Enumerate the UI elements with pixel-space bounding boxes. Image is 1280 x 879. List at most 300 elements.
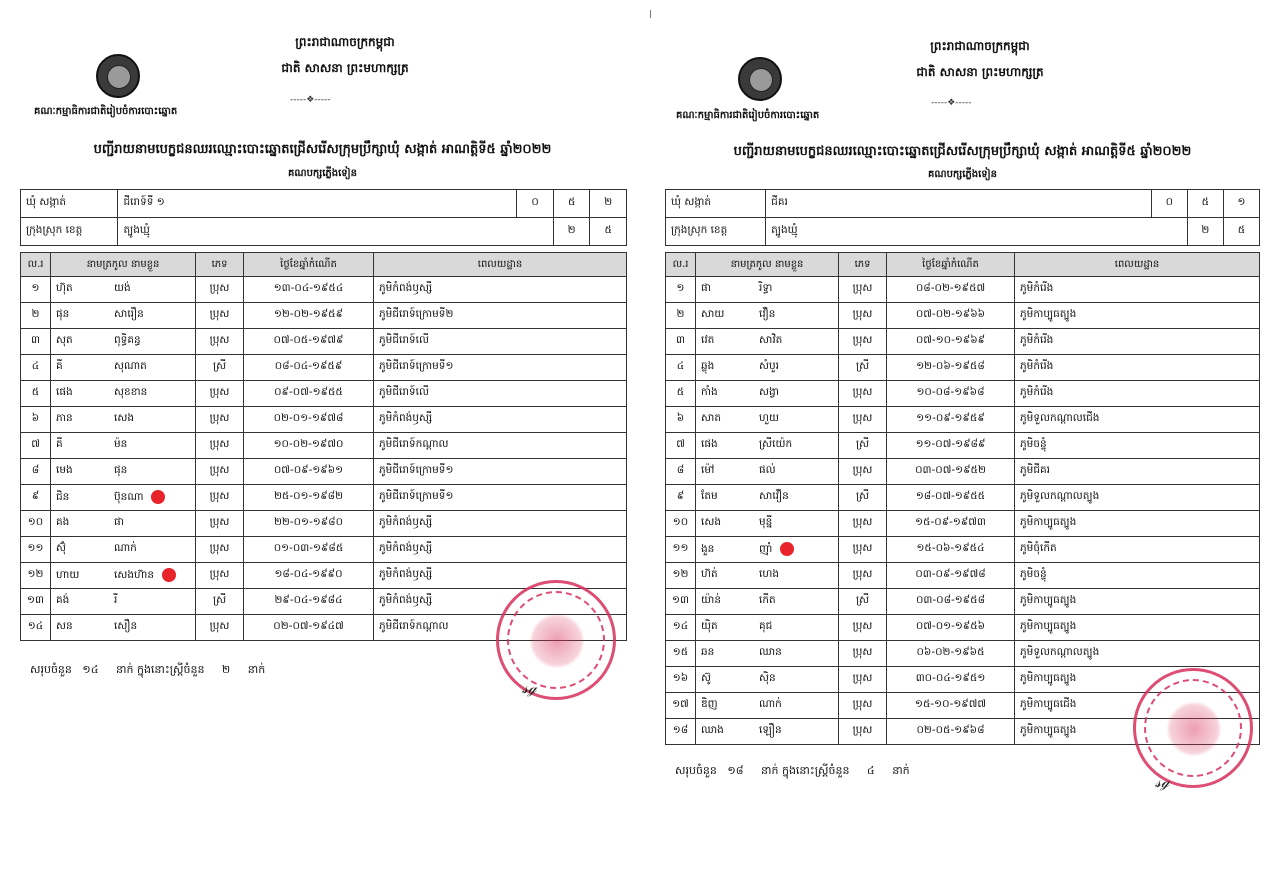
col-header-sex: ភេទ bbox=[196, 253, 244, 277]
row-number: ១៣ bbox=[666, 589, 696, 615]
candidate-row bbox=[666, 459, 1260, 485]
row-number: ១០ bbox=[21, 511, 51, 537]
family-name: វេត bbox=[701, 334, 715, 346]
candidate-address: ភូមិកាប្បូធត្បូង bbox=[1015, 667, 1260, 693]
family-name: គង bbox=[56, 516, 70, 528]
given-name: រិទ្ធា bbox=[759, 282, 773, 294]
candidate-name bbox=[51, 485, 196, 511]
candidate-address: ភូមិចន្ទុំ bbox=[1015, 563, 1260, 589]
candidate-sex: ប្រុស bbox=[839, 381, 887, 407]
family-name: ឆ្លុង bbox=[701, 360, 715, 372]
district-code-digit: ២ bbox=[553, 218, 590, 246]
candidate-name bbox=[51, 589, 196, 615]
col-header-no: ល.រ bbox=[21, 253, 51, 277]
family-name: ផេង bbox=[56, 386, 73, 398]
committee-name: គណៈកម្មាធិការជាតិរៀបចំការបោះឆ្នោត bbox=[34, 106, 178, 117]
candidate-dob: ០៩-០៧-១៩៥៥ bbox=[244, 381, 374, 407]
candidate-name bbox=[696, 667, 839, 693]
candidate-row bbox=[21, 485, 627, 511]
candidate-row bbox=[666, 329, 1260, 355]
candidate-dob: ០២-០១-១៩៧៨ bbox=[244, 407, 374, 433]
given-name: គុជ bbox=[759, 620, 773, 632]
row-number: ១ bbox=[21, 277, 51, 303]
candidate-address: ភូមិជីរោទ៍ក្រោមទី១ bbox=[374, 459, 627, 485]
candidate-name bbox=[696, 615, 839, 641]
candidate-row bbox=[21, 459, 627, 485]
district-code-digit: ២ bbox=[1187, 218, 1223, 246]
summary-total-count: ១៤ bbox=[82, 663, 99, 676]
candidate-address: ភូមិកំរើង bbox=[1015, 329, 1260, 355]
candidate-sex: ស្រី bbox=[196, 589, 244, 615]
candidate-name bbox=[51, 433, 196, 459]
family-name: ជិន bbox=[56, 490, 70, 503]
row-number: ៧ bbox=[666, 433, 696, 459]
candidate-sex: ប្រុស bbox=[196, 615, 244, 641]
candidate-dob: ១៥-០៦-១៩៥៤ bbox=[887, 537, 1015, 563]
given-name: ស៊ិន bbox=[759, 672, 776, 684]
candidate-address: ភូមិជីគរ bbox=[1015, 459, 1260, 485]
summary-line bbox=[675, 764, 910, 780]
candidate-row bbox=[21, 277, 627, 303]
given-name: ឡឿន bbox=[759, 724, 782, 736]
candidate-name bbox=[696, 641, 839, 667]
given-name: ណាក់ bbox=[114, 542, 137, 554]
candidate-row bbox=[666, 589, 1260, 615]
candidate-address: ភូមិជីរោទ៍ក្រោមទី២ bbox=[374, 303, 627, 329]
candidate-row bbox=[666, 537, 1260, 563]
candidate-name bbox=[696, 381, 839, 407]
kingdom-heading: ព្រះរាជាណាចក្រកម្ពុជា bbox=[930, 39, 1030, 53]
summary-total-label: សរុបចំនួន bbox=[30, 663, 72, 676]
candidate-sex: ប្រុស bbox=[839, 407, 887, 433]
candidate-address: ភូមិជីរោទ៍លើ bbox=[374, 381, 627, 407]
given-name: ផល់ bbox=[759, 464, 776, 476]
row-number: ១៥ bbox=[666, 641, 696, 667]
nec-emblem-icon bbox=[738, 57, 782, 101]
candidate-name bbox=[696, 485, 839, 511]
district-label: ក្រុងស្រុក ខេត្ត bbox=[21, 218, 118, 246]
candidate-dob: ១៣-០៤-១៩៥៤ bbox=[244, 277, 374, 303]
district-label: ក្រុងស្រុក ខេត្ត bbox=[666, 218, 766, 246]
candidate-row bbox=[666, 615, 1260, 641]
given-name: វឿន bbox=[759, 308, 776, 320]
candidate-name bbox=[51, 407, 196, 433]
candidate-dob: ០៧-១០-១៩៦៩ bbox=[887, 329, 1015, 355]
candidate-name bbox=[51, 381, 196, 407]
family-name: សេង bbox=[701, 516, 721, 528]
candidate-name bbox=[51, 615, 196, 641]
candidate-sex: ប្រុស bbox=[839, 537, 887, 563]
candidate-name bbox=[51, 355, 196, 381]
candidate-sex: ប្រុស bbox=[196, 511, 244, 537]
family-name: សាត bbox=[701, 412, 721, 424]
candidate-address: ភូមិកាប្បូធត្បូង bbox=[1015, 589, 1260, 615]
given-name: សេង bbox=[114, 412, 134, 424]
family-name: ផា bbox=[701, 282, 711, 294]
candidate-row bbox=[666, 407, 1260, 433]
code-digit: ៥ bbox=[553, 190, 590, 218]
candidate-sex: ប្រុស bbox=[196, 433, 244, 459]
candidate-sex: ប្រុស bbox=[839, 303, 887, 329]
candidate-address: ភូមិកំពង់ឫស្សី bbox=[374, 407, 627, 433]
summary-women-count: ៤ bbox=[866, 764, 875, 777]
candidate-address: ភូមិកាប្បូធត្បូង bbox=[1015, 303, 1260, 329]
candidate-name bbox=[696, 459, 839, 485]
candidate-name bbox=[51, 511, 196, 537]
candidate-dob: ១៨-០៤-១៩៩០ bbox=[244, 563, 374, 589]
candidate-sex: ប្រុស bbox=[839, 459, 887, 485]
row-number: ១៣ bbox=[21, 589, 51, 615]
candidate-dob: ៣០-០៤-១៩៥១ bbox=[887, 667, 1015, 693]
row-number: ១៧ bbox=[666, 693, 696, 719]
candidate-sex: ប្រុស bbox=[839, 719, 887, 745]
row-number: ៦ bbox=[666, 407, 696, 433]
family-name: ផេង bbox=[701, 438, 718, 450]
given-name: សឿន bbox=[114, 620, 138, 632]
candidate-address: ភូមិកំពង់ឫស្សី bbox=[374, 589, 627, 615]
given-name: ញ៉ាំ bbox=[759, 542, 773, 555]
candidate-address: ភូមិជីរោទ៍កណ្ដាល bbox=[374, 615, 627, 641]
family-name: កាំង bbox=[701, 386, 718, 398]
district-name: ត្បូងឃ្មុំ bbox=[766, 218, 1188, 246]
candidate-row bbox=[21, 433, 627, 459]
given-name: ពុទ្ធិគន្ធ bbox=[114, 334, 141, 346]
given-name: ម៉ន bbox=[114, 438, 128, 450]
nec-emblem-icon bbox=[96, 54, 140, 98]
row-number: ១២ bbox=[666, 563, 696, 589]
candidate-dob: ០២-០៧-១៩៤៧ bbox=[244, 615, 374, 641]
given-name: សារឿន bbox=[114, 308, 144, 320]
candidate-address: ភូមិទួលកណ្ដាលត្បូង bbox=[1015, 641, 1260, 667]
col-header-sex: ភេទ bbox=[839, 253, 887, 277]
candidate-dob: ២២-០១-១៩៨០ bbox=[244, 511, 374, 537]
family-name: ឆន bbox=[701, 646, 715, 658]
party-name: គណបក្សភ្លើងទៀន bbox=[288, 168, 357, 179]
summary-line bbox=[30, 663, 265, 679]
family-name: ហ៊ុត bbox=[56, 282, 73, 294]
given-name: មុន្នី bbox=[759, 516, 773, 528]
candidate-sex: ប្រុស bbox=[196, 459, 244, 485]
candidate-row bbox=[21, 355, 627, 381]
candidate-sex: ប្រុស bbox=[839, 563, 887, 589]
candidate-address: ភូមិកាប្បូធត្បូង bbox=[1015, 615, 1260, 641]
candidate-row bbox=[21, 537, 627, 563]
row-number: ៦ bbox=[21, 407, 51, 433]
candidate-name bbox=[696, 329, 839, 355]
row-number: ៣ bbox=[21, 329, 51, 355]
candidate-name bbox=[696, 693, 839, 719]
candidate-sex: ស្រី bbox=[839, 485, 887, 511]
candidate-dob: ០៣-០៧-១៩៥២ bbox=[887, 459, 1015, 485]
family-name: ស៊ូ bbox=[701, 672, 711, 684]
row-number: ៥ bbox=[666, 381, 696, 407]
given-name: កើត bbox=[759, 594, 776, 606]
summary-persons-label: នាក់ ក្នុងនោះស្ត្រីចំនួន bbox=[116, 663, 205, 676]
given-name: យង់ bbox=[114, 282, 131, 294]
code-digit: ០ bbox=[517, 190, 554, 218]
row-number: ៩ bbox=[21, 485, 51, 511]
candidate-name bbox=[696, 563, 839, 589]
given-name: ហេង bbox=[759, 568, 779, 580]
document-title: បញ្ជីរាយនាមបេក្ខជនឈរឈ្មោះបោះឆ្នោតជ្រើសរើសក្រុមប្រឹក្សាឃុំ សង្កាត់ អាណត្តិទី៥ ឆ្នាំ២០២២ bbox=[93, 142, 552, 157]
row-number: ១៨ bbox=[666, 719, 696, 745]
candidate-row bbox=[666, 433, 1260, 459]
family-name: ផុន bbox=[56, 308, 70, 320]
given-name: រី bbox=[114, 594, 118, 606]
motto-heading: ជាតិ សាសនា ព្រះមហាក្សត្រ bbox=[281, 61, 409, 75]
candidate-sex: ប្រុស bbox=[839, 667, 887, 693]
ornament-divider: -----❖----- bbox=[931, 98, 972, 108]
official-seal-stamp bbox=[1133, 668, 1253, 788]
commune-label: ឃុំ សង្កាត់ bbox=[666, 190, 766, 218]
row-number: ១០ bbox=[666, 511, 696, 537]
candidate-address: ភូមិទួលកណ្ដាលត្បូង bbox=[1015, 485, 1260, 511]
code-digit: ១ bbox=[1223, 190, 1259, 218]
candidate-address: ភូមិចុំកើត bbox=[1015, 537, 1260, 563]
red-marker-dot-icon bbox=[162, 568, 176, 582]
candidate-name bbox=[696, 355, 839, 381]
row-number: ៣ bbox=[666, 329, 696, 355]
given-name: ផា bbox=[114, 516, 124, 528]
summary-unit-label: នាក់ bbox=[892, 764, 910, 777]
candidate-sex: ប្រុស bbox=[196, 329, 244, 355]
family-name: មេង bbox=[56, 464, 73, 476]
candidate-name bbox=[51, 329, 196, 355]
given-name: សេងហ៊ាន bbox=[114, 568, 154, 581]
row-number: ១១ bbox=[21, 537, 51, 563]
candidate-dob: ០៧-០២-១៩៦៦ bbox=[887, 303, 1015, 329]
candidate-address: ភូមិកាប្បូធត្បូង bbox=[1015, 719, 1260, 745]
signature-mark: 𝓈ℊ bbox=[1155, 772, 1170, 791]
candidate-row bbox=[666, 563, 1260, 589]
family-name: គី bbox=[56, 438, 63, 450]
summary-women-count: ២ bbox=[221, 663, 231, 676]
candidate-sex: ស្រី bbox=[839, 589, 887, 615]
candidate-sex: ប្រុស bbox=[839, 615, 887, 641]
given-name: សុខខាន bbox=[114, 386, 148, 398]
candidate-address: ភូមិទួលកណ្ដាលជើង bbox=[1015, 407, 1260, 433]
commune-label: ឃុំ សង្កាត់ bbox=[21, 190, 118, 218]
candidate-sex: ប្រុស bbox=[839, 277, 887, 303]
candidate-dob: ០៧-០៥-១៩៧៩ bbox=[244, 329, 374, 355]
candidate-dob: ០៧-០១-១៩៥៦ bbox=[887, 615, 1015, 641]
candidate-dob: ១៥-១០-១៩៧៧ bbox=[887, 693, 1015, 719]
party-name: គណបក្សភ្លើងទៀន bbox=[928, 169, 997, 180]
family-name: សាយ bbox=[701, 308, 725, 320]
candidate-row bbox=[21, 303, 627, 329]
committee-name: គណៈកម្មាធិការជាតិរៀបចំការបោះឆ្នោត bbox=[676, 110, 820, 121]
candidate-sex: ប្រុស bbox=[839, 693, 887, 719]
candidate-dob: ១០-០៨-១៩៦៨ bbox=[887, 381, 1015, 407]
candidate-sex: ប្រុស bbox=[196, 277, 244, 303]
given-name: សុណាត bbox=[114, 360, 147, 372]
candidate-name bbox=[696, 719, 839, 745]
candidate-address: ភូមិកំរើង bbox=[1015, 277, 1260, 303]
candidate-address: ភូមិកំពង់ឫស្សី bbox=[374, 277, 627, 303]
col-header-name: នាមត្រកូល នាមខ្លួន bbox=[696, 253, 839, 277]
given-name: ប៊ុនណា bbox=[114, 490, 144, 503]
candidate-name bbox=[696, 433, 839, 459]
candidate-row bbox=[666, 303, 1260, 329]
summary-total-label: សរុបចំនួន bbox=[675, 764, 717, 777]
candidate-sex: ស្រី bbox=[196, 355, 244, 381]
given-name: ស្រីយ៉េក bbox=[759, 438, 793, 450]
given-name: សំបួរ bbox=[759, 360, 779, 372]
given-name: សាវិត bbox=[759, 334, 783, 346]
candidate-sex: ប្រុស bbox=[839, 329, 887, 355]
document-title: បញ្ជីរាយនាមបេក្ខជនឈរឈ្មោះបោះឆ្នោតជ្រើសរើសក្រុមប្រឹក្សាឃុំ សង្កាត់ អាណត្តិទី៥ ឆ្នាំ២០២២ bbox=[733, 144, 1192, 159]
candidate-address: ភូមិជីរោទ៍លើ bbox=[374, 329, 627, 355]
candidate-sex: ប្រុស bbox=[839, 641, 887, 667]
candidate-row bbox=[21, 381, 627, 407]
candidate-dob: ០២-០៥-១៩៦៨ bbox=[887, 719, 1015, 745]
family-name: យ៉ាន់ bbox=[701, 594, 721, 606]
candidate-sex: ប្រុស bbox=[196, 407, 244, 433]
row-number: ១៤ bbox=[666, 615, 696, 641]
given-name: ណាក់ bbox=[759, 698, 782, 710]
given-name: ផុន bbox=[114, 464, 128, 476]
row-number: ៤ bbox=[21, 355, 51, 381]
motto-heading: ជាតិ សាសនា ព្រះមហាក្សត្រ bbox=[916, 65, 1044, 79]
candidate-row bbox=[21, 329, 627, 355]
candidate-name bbox=[696, 589, 839, 615]
candidate-address: ភូមិកាប្បូធត្បូង bbox=[1015, 511, 1260, 537]
family-name: ឈាង bbox=[701, 724, 724, 736]
family-name: យ៉ិត bbox=[701, 620, 718, 632]
family-name: គង់ bbox=[56, 594, 70, 606]
col-header-no: ល.រ bbox=[666, 253, 696, 277]
candidate-name bbox=[696, 303, 839, 329]
candidate-name bbox=[51, 277, 196, 303]
family-name: ម៉ៅ bbox=[701, 464, 715, 476]
col-header-address: ពេលយដ្ឋាន bbox=[1015, 253, 1260, 277]
candidate-sex: ប្រុស bbox=[196, 303, 244, 329]
commune-name: ជីរោទ៍ទី ១ bbox=[118, 190, 517, 218]
row-number: ៨ bbox=[21, 459, 51, 485]
red-marker-dot-icon bbox=[151, 490, 165, 504]
candidate-name bbox=[696, 407, 839, 433]
candidate-dob: ១១-០៧-១៩៨៩ bbox=[887, 433, 1015, 459]
candidate-row bbox=[21, 407, 627, 433]
candidate-address: ភូមិកំពង់ឫស្សី bbox=[374, 511, 627, 537]
location-info-table bbox=[20, 189, 627, 246]
candidate-sex: ប្រុស bbox=[839, 511, 887, 537]
candidate-name bbox=[51, 459, 196, 485]
candidate-sex: ប្រុស bbox=[196, 485, 244, 511]
row-number: ២ bbox=[666, 303, 696, 329]
family-name: ងួន bbox=[701, 542, 715, 555]
district-code-digit: ៥ bbox=[1223, 218, 1259, 246]
candidate-dob: ០១-០៣-១៩៨៥ bbox=[244, 537, 374, 563]
candidate-dob: ០៨-០៤-១៩៥៩ bbox=[244, 355, 374, 381]
row-number: ១៦ bbox=[666, 667, 696, 693]
row-number: ៩ bbox=[666, 485, 696, 511]
row-number: ១១ bbox=[666, 537, 696, 563]
family-name: ស៊ុំ bbox=[56, 542, 66, 554]
candidate-row bbox=[666, 485, 1260, 511]
candidate-address: ភូមិកំរើង bbox=[1015, 381, 1260, 407]
candidate-dob: ០៧-០៩-១៩៦១ bbox=[244, 459, 374, 485]
row-number: ២ bbox=[21, 303, 51, 329]
col-header-address: ពេលយដ្ឋាន bbox=[374, 253, 627, 277]
ornament-divider: -----❖----- bbox=[290, 95, 331, 105]
col-header-name: នាមត្រកូល នាមខ្លួន bbox=[51, 253, 196, 277]
official-seal-stamp bbox=[496, 580, 616, 700]
candidate-address: ភូមិកាប្បូធជើង bbox=[1015, 693, 1260, 719]
candidate-dob: ១២-០៦-១៩៥៨ bbox=[887, 355, 1015, 381]
family-name: ភាន bbox=[56, 412, 73, 424]
candidate-sex: ប្រុស bbox=[196, 563, 244, 589]
candidate-row bbox=[666, 355, 1260, 381]
given-name: ហួយ bbox=[759, 412, 779, 424]
candidate-dob: ២៩-០៤-១៩៨៤ bbox=[244, 589, 374, 615]
candidate-name bbox=[51, 303, 196, 329]
candidate-dob: ១៨-០៧-១៩៥៥ bbox=[887, 485, 1015, 511]
row-number: ១៤ bbox=[21, 615, 51, 641]
candidate-dob: ១០-០២-១៩៧០ bbox=[244, 433, 374, 459]
family-name: សុត bbox=[56, 334, 73, 346]
given-name: ឈាន bbox=[759, 646, 782, 658]
candidate-sex: ប្រុស bbox=[196, 537, 244, 563]
candidate-name bbox=[51, 537, 196, 563]
candidate-dob: ១៥-០៩-១៩៧៣ bbox=[887, 511, 1015, 537]
district-code-digit: ៥ bbox=[590, 218, 627, 246]
candidate-row bbox=[666, 641, 1260, 667]
family-name: ហាយ bbox=[56, 568, 80, 581]
candidate-address: ភូមិជីរោទ៍កណ្ដាល bbox=[374, 433, 627, 459]
candidate-row bbox=[666, 277, 1260, 303]
candidate-dob: ១១-០៩-១៩៥៩ bbox=[887, 407, 1015, 433]
candidate-row bbox=[21, 511, 627, 537]
family-name: ហ៊ត់ bbox=[701, 568, 718, 580]
candidate-dob: ០៦-០២-១៩៦៥ bbox=[887, 641, 1015, 667]
location-info-table bbox=[665, 189, 1260, 246]
district-name: ត្បូងឃ្មុំ bbox=[118, 218, 553, 246]
candidate-dob: ១២-០២-១៩៥៩ bbox=[244, 303, 374, 329]
row-number: ៧ bbox=[21, 433, 51, 459]
candidate-address: ភូមិកំពង់ឫស្សី bbox=[374, 537, 627, 563]
family-name: សន bbox=[56, 620, 73, 632]
candidate-address: ភូមិកំរើង bbox=[1015, 355, 1260, 381]
candidate-dob: ០៣-០៨-១៩៥៨ bbox=[887, 589, 1015, 615]
col-header-dob: ថ្ងៃខែឆ្នាំកំណើត bbox=[887, 253, 1015, 277]
code-digit: ២ bbox=[590, 190, 627, 218]
candidate-address: ភូមិជីរោទ៍ក្រោមទី១ bbox=[374, 355, 627, 381]
code-digit: ៥ bbox=[1187, 190, 1223, 218]
kingdom-heading: ព្រះរាជាណាចក្រកម្ពុជា bbox=[295, 35, 395, 49]
candidate-row bbox=[666, 381, 1260, 407]
row-number: ១២ bbox=[21, 563, 51, 589]
candidate-dob: ០៣-០៩-១៩៧៨ bbox=[887, 563, 1015, 589]
row-number: ៤ bbox=[666, 355, 696, 381]
signature-mark: 𝓈ℊ bbox=[522, 678, 537, 697]
row-number: ៥ bbox=[21, 381, 51, 407]
candidate-dob: ២៥-០១-១៩៨២ bbox=[244, 485, 374, 511]
red-marker-dot-icon bbox=[780, 542, 794, 556]
family-name: តែម bbox=[701, 490, 718, 502]
candidate-name bbox=[51, 563, 196, 589]
candidate-dob: ០៨-០២-១៩៥៧ bbox=[887, 277, 1015, 303]
row-number: ៨ bbox=[666, 459, 696, 485]
col-header-dob: ថ្ងៃខែឆ្នាំកំណើត bbox=[244, 253, 374, 277]
candidate-name bbox=[696, 537, 839, 563]
summary-total-count: ១៨ bbox=[727, 764, 744, 777]
document-right bbox=[645, 0, 1280, 879]
candidate-name bbox=[696, 511, 839, 537]
given-name: សាវឿន bbox=[759, 490, 789, 502]
family-name: គី bbox=[56, 360, 63, 372]
family-name: ឌិញ bbox=[701, 698, 718, 710]
